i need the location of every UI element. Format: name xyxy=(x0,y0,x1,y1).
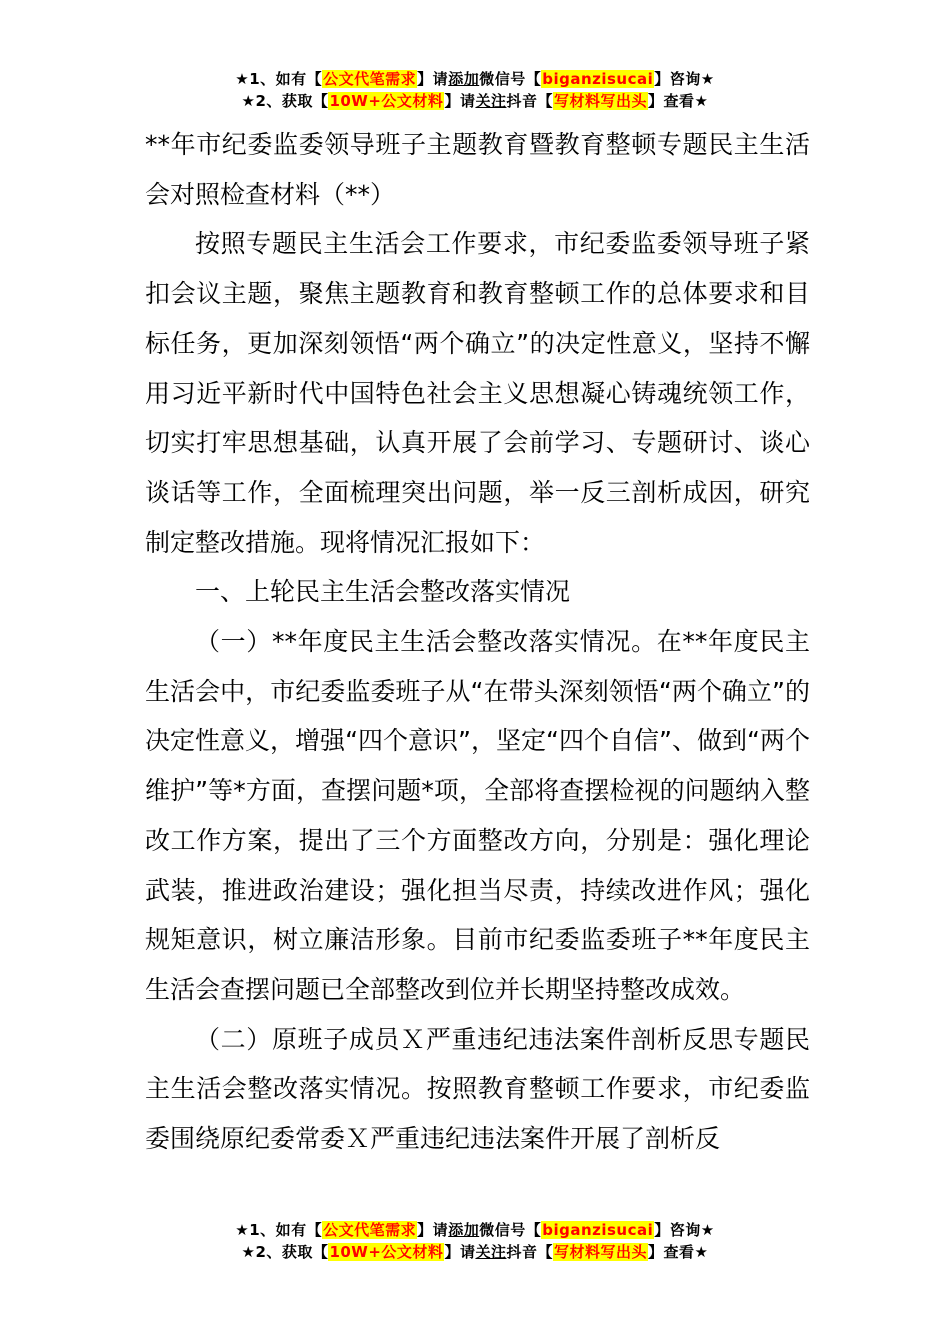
section-heading-1: 一、上轮民主生活会整改落实情况 xyxy=(195,577,571,607)
promo-emphasis: 添加 xyxy=(448,70,480,88)
document-body xyxy=(145,120,810,1164)
paragraph-intro: 按照专题民主生活会工作要求，市纪委监委领导班子紧扣会议主题，聚焦主题教育和教育整顿工作的总体要求和目标任务，更加深刻领悟“两个确立”的决定性意义，坚持不懈用习近平新时代中国特色社会主义思想凝心铸魂统领工作，切实打牢思想基础，认真开展了会前学习、专题研讨、谈心谈话等工作，全面梳理突出问题，举一反三剖析成因，研究制定整改措施。现将情况汇报如下： xyxy=(145,229,810,557)
promo-text: 】咨询★ xyxy=(654,1221,715,1239)
promo-highlight: 10W+公文材料 xyxy=(329,92,444,110)
promo-line-1 xyxy=(0,68,950,90)
document-title: **年市纪委监委领导班子主题教育暨教育整顿专题民主生活会对照检查材料（**） xyxy=(145,130,810,209)
promo-text: ★1、如有【 xyxy=(235,1221,323,1239)
promo-highlight: 写材料写出头 xyxy=(553,92,647,110)
bottom-promo-banner xyxy=(0,1219,950,1263)
promo-text: 】请 xyxy=(417,70,449,88)
promo-text: 】请 xyxy=(417,1221,449,1239)
promo-highlight: 10W+公文材料 xyxy=(329,1243,444,1261)
promo-line-2 xyxy=(0,90,950,112)
promo-text: ★2、获取【 xyxy=(241,1243,329,1261)
promo-line-2 xyxy=(0,1241,950,1263)
promo-highlight: 公文代笔需求 xyxy=(323,70,417,88)
promo-text: ★2、获取【 xyxy=(241,92,329,110)
promo-text: 】请 xyxy=(444,1243,476,1261)
promo-emphasis: 添加 xyxy=(448,1221,480,1239)
promo-highlight: biganzisucai xyxy=(542,1221,654,1239)
promo-text: 】查看★ xyxy=(648,1243,709,1261)
promo-text: 抖音【 xyxy=(506,1243,553,1261)
promo-highlight: 写材料写出头 xyxy=(553,1243,647,1261)
promo-highlight: biganzisucai xyxy=(542,70,654,88)
promo-text: ★1、如有【 xyxy=(235,70,323,88)
promo-emphasis: 关注 xyxy=(475,1243,507,1261)
promo-text: 抖音【 xyxy=(506,92,553,110)
promo-text: 微信号【 xyxy=(479,1221,542,1239)
promo-text: 】查看★ xyxy=(648,92,709,110)
promo-text: 微信号【 xyxy=(479,70,542,88)
promo-highlight: 公文代笔需求 xyxy=(323,1221,417,1239)
promo-line-1 xyxy=(0,1219,950,1241)
promo-text: 】咨询★ xyxy=(654,70,715,88)
top-promo-banner xyxy=(0,68,950,112)
paragraph-subsection-2: （二）原班子成员Ｘ严重违纪违法案件剖析反思专题民主生活会整改落实情况。按照教育整顿工作要求，市纪委监委围绕原纪委常委Ｘ严重违纪违法案件开展了剖析反 xyxy=(145,1024,810,1154)
paragraph-subsection-1: （一）**年度民主生活会整改落实情况。在**年度民主生活会中，市纪委监委班子从“在带头深刻领悟“两个确立”的决定性意义，增强“四个意识”，坚定“四个自信”、做到“两个维护”等*方面，查摆问题*项，全部将查摆检视的问题纳入整改工作方案，提出了三个方面整改方向，分别是：强化理论武装，推进政治建设；强化担当尽责，持续改进作风；强化规矩意识，树立廉洁形象。目前市纪委监委班子**年度民主生活会查摆问题已全部整改到位并长期坚持整改成效。 xyxy=(145,627,810,1004)
promo-emphasis: 关注 xyxy=(475,92,507,110)
promo-text: 】请 xyxy=(444,92,476,110)
